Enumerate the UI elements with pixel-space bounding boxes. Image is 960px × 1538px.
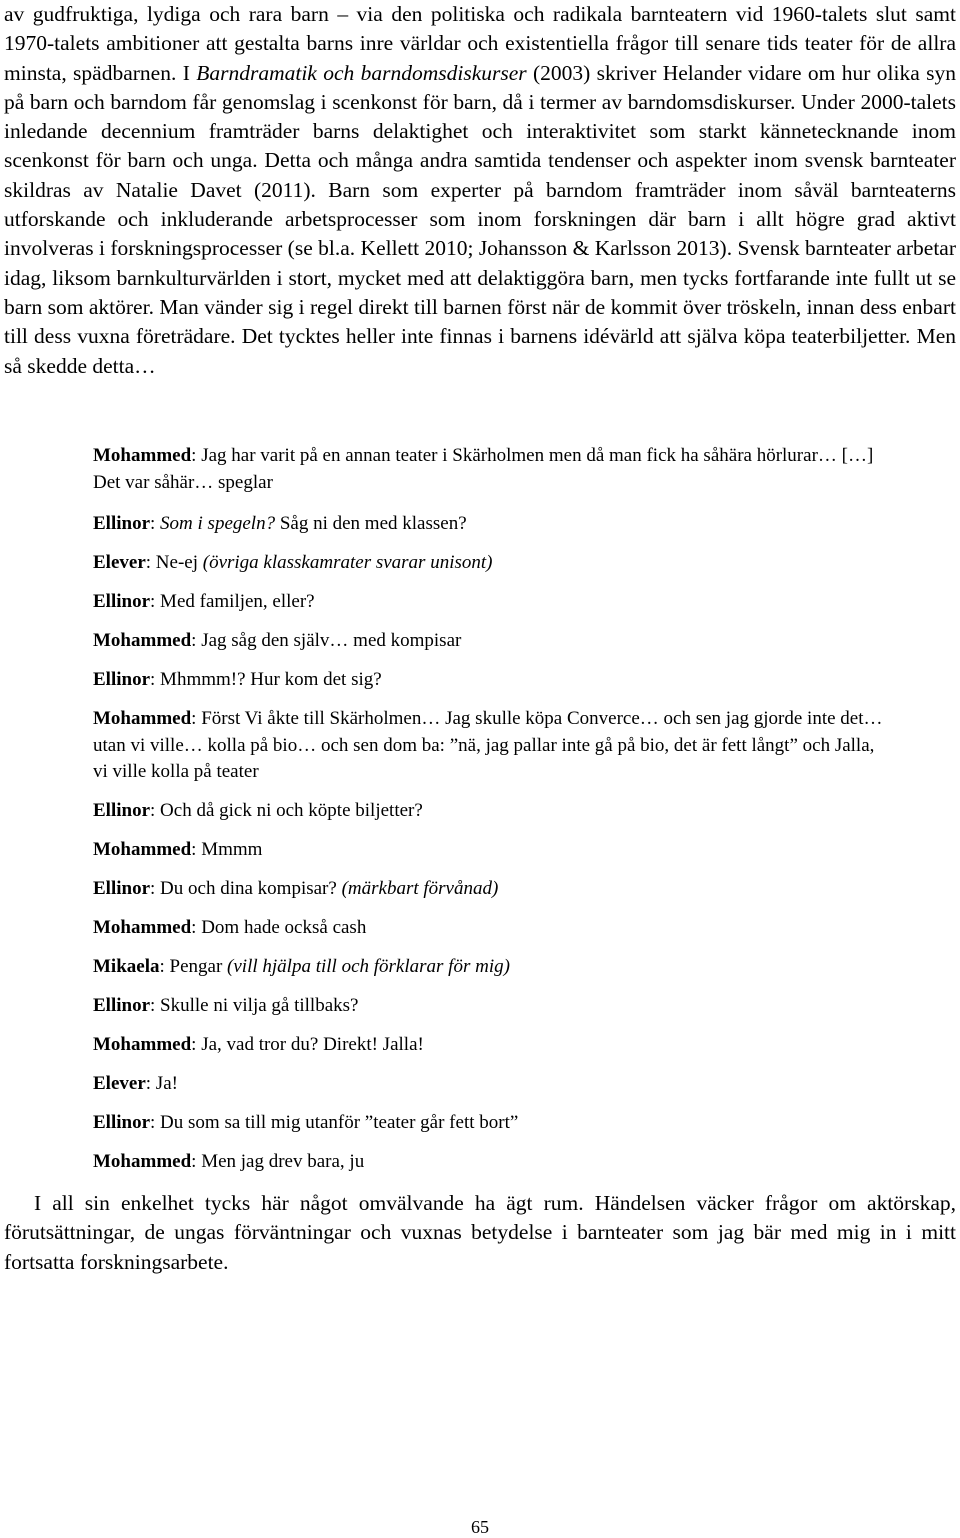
dialogue-turn — [93, 798, 883, 825]
speaker-name: Ellinor — [93, 669, 151, 690]
utterance-text: Och då gick ni och köpte biljetter? — [160, 800, 423, 821]
speaker-separator: : — [150, 513, 161, 534]
utterance-text: Du och dina kompisar? — [160, 878, 342, 899]
utterance-text: Ja, vad tror du? Direkt! Jalla! — [201, 1034, 424, 1055]
speaker-name: Elever — [93, 552, 146, 573]
speaker-separator: : — [145, 1073, 156, 1094]
dialogue-turn — [93, 915, 883, 942]
closing-paragraph: I all sin enkelhet tycks här något omvälvande ha ägt rum. Händelsen väcker frågor om aktörskap, förutsättningar, de ungas förväntningar och vuxnas betydelse i barnteater som jag bär med mig in i mitt fortsatta forskningsarbete. — [4, 1191, 956, 1274]
speaker-separator: : — [150, 995, 161, 1016]
utterance-text: Ja! — [155, 1073, 178, 1094]
dialogue-turn — [93, 1071, 883, 1098]
dialogue-turn — [93, 954, 883, 981]
utterance-text: Skulle ni vilja gå tillbaks? — [160, 995, 359, 1016]
dialogue-turn — [93, 1149, 883, 1176]
dialogue-turn — [93, 443, 883, 496]
stage-direction: (vill hjälpa till och förklarar för mig) — [227, 956, 510, 977]
stage-direction: (märkbart förvånad) — [341, 878, 499, 899]
intro-text-segment: (2003) skriver Helander vidare om hur olika syn på barn och barndom får genomslag i scenkonst för barn, då i termer av barndomsdiskurser. Under 2000-talets inledande decennium framträder barns delaktighet och interaktivitet som starkt kännetecknande inom scenkonst för barn och unga. Detta och många andra samtida tendenser och aspekter inom svensk barnteater skildras av Natalie Davet (2011). Barn som experter på barndom framträder inom såväl barnteaterns utforskande och inkluderande arbetsprocesser som inom forskningen där barn i allt högre grad aktivt involveras i forskningsprocesser (se bl.a. Kellett 2010; Johansson & Karlsson 2013). Svensk barnteater arbetar idag, liksom barnkulturvärlden i stort, mycket med att delaktiggöra barn, men tycks fortfarande inte fullt ut se barn som aktörer. Man vänder sig i regel direkt till barnen först när de kommit över tröskeln, innan dess enbart till dess vuxna företrädare. Det tycktes heller inte finnas i barnens idévärld att själva köpa teaterbiljetter. Men så skedde detta… — [4, 60, 956, 378]
utterance-text: Ne-ej — [155, 552, 203, 573]
speaker-separator: : — [150, 878, 161, 899]
dialogue-turn — [93, 511, 883, 538]
speaker-name: Mohammed — [93, 1034, 192, 1055]
speaker-separator: : — [150, 591, 161, 612]
speaker-separator: : — [191, 839, 202, 860]
dialogue-turn — [93, 1032, 883, 1059]
speaker-separator: : — [159, 956, 170, 977]
speaker-name: Mohammed — [93, 708, 192, 729]
stage-direction: Som i spegeln? — [160, 513, 276, 534]
speaker-name: Mohammed — [93, 1151, 192, 1172]
intro-paragraph — [4, 0, 956, 381]
speaker-separator: : — [191, 1151, 202, 1172]
speaker-separator: : — [191, 708, 202, 729]
speaker-separator: : — [191, 917, 202, 938]
utterance-text: Mmmm — [201, 839, 263, 860]
speaker-separator: : — [145, 552, 156, 573]
speaker-name: Ellinor — [93, 800, 151, 821]
speaker-name: Mikaela — [93, 956, 160, 977]
dialogue-turn — [93, 667, 883, 694]
speaker-separator: : — [150, 669, 161, 690]
dialogue-turn — [93, 589, 883, 616]
dialogue-turn — [93, 1110, 883, 1137]
utterance-text: Med familjen, eller? — [160, 591, 315, 612]
speaker-name: Mohammed — [93, 445, 192, 466]
page-number: 65 — [471, 1517, 489, 1537]
speaker-name: Elever — [93, 1073, 146, 1094]
dialogue-turn — [93, 628, 883, 655]
speaker-name: Ellinor — [93, 591, 151, 612]
speaker-separator: : — [191, 445, 202, 466]
dialogue-turn — [93, 706, 883, 786]
intro-text-segment: av gudfruktiga, lydiga och rara barn – via den politiska och radikala barnteatern vid 1960-talets slut samt 1970-talets ambitioner att gestalta barns inre världar och existentiella frågor till senare tids teater för de allra minsta, spädbarnen. I — [4, 2, 956, 85]
speaker-separator: : — [191, 630, 202, 651]
dialogue-turn — [93, 550, 883, 577]
speaker-name: Ellinor — [93, 878, 151, 899]
utterance-text: Du som sa till mig utanför ”teater går fett bort” — [160, 1112, 519, 1133]
dialogue-turn — [93, 993, 883, 1020]
speaker-name: Mohammed — [93, 630, 192, 651]
stage-direction: (övriga klasskamrater svarar unisont) — [202, 552, 493, 573]
dialogue-turn — [93, 837, 883, 864]
utterance-text: Men jag drev bara, ju — [201, 1151, 365, 1172]
utterance-text: Först Vi åkte till Skärholmen… Jag skulle köpa Converce… och sen jag gjorde inte det… utan vi ville… kolla på bio… och sen dom ba: ”nä, jag pallar inte gå på bio, det är fett långt” och Jalla, vi ville kolla på teater — [93, 708, 883, 782]
speaker-separator: : — [150, 800, 161, 821]
utterance-text: Jag har varit på en annan teater i Skärholmen men då man fick ha såhära hörlurar… […] Det var såhär… speglar — [93, 445, 874, 493]
speaker-name: Ellinor — [93, 995, 151, 1016]
speaker-name: Ellinor — [93, 1112, 151, 1133]
speaker-name: Ellinor — [93, 513, 151, 534]
speaker-separator: : — [191, 1034, 202, 1055]
dialogue-turn — [93, 876, 883, 903]
utterance-text: Jag såg den själv… med kompisar — [201, 630, 462, 651]
utterance-text: Såg ni den med klassen? — [275, 513, 467, 534]
speaker-name: Mohammed — [93, 839, 192, 860]
speaker-separator: : — [150, 1112, 161, 1133]
utterance-text: Mhmmm!? Hur kom det sig? — [160, 669, 382, 690]
speaker-name: Mohammed — [93, 917, 192, 938]
utterance-text: Pengar — [169, 956, 228, 977]
utterance-text: Dom hade också cash — [201, 917, 367, 938]
book-title-italic: Barndramatik och barndomsdiskurser — [196, 60, 527, 85]
